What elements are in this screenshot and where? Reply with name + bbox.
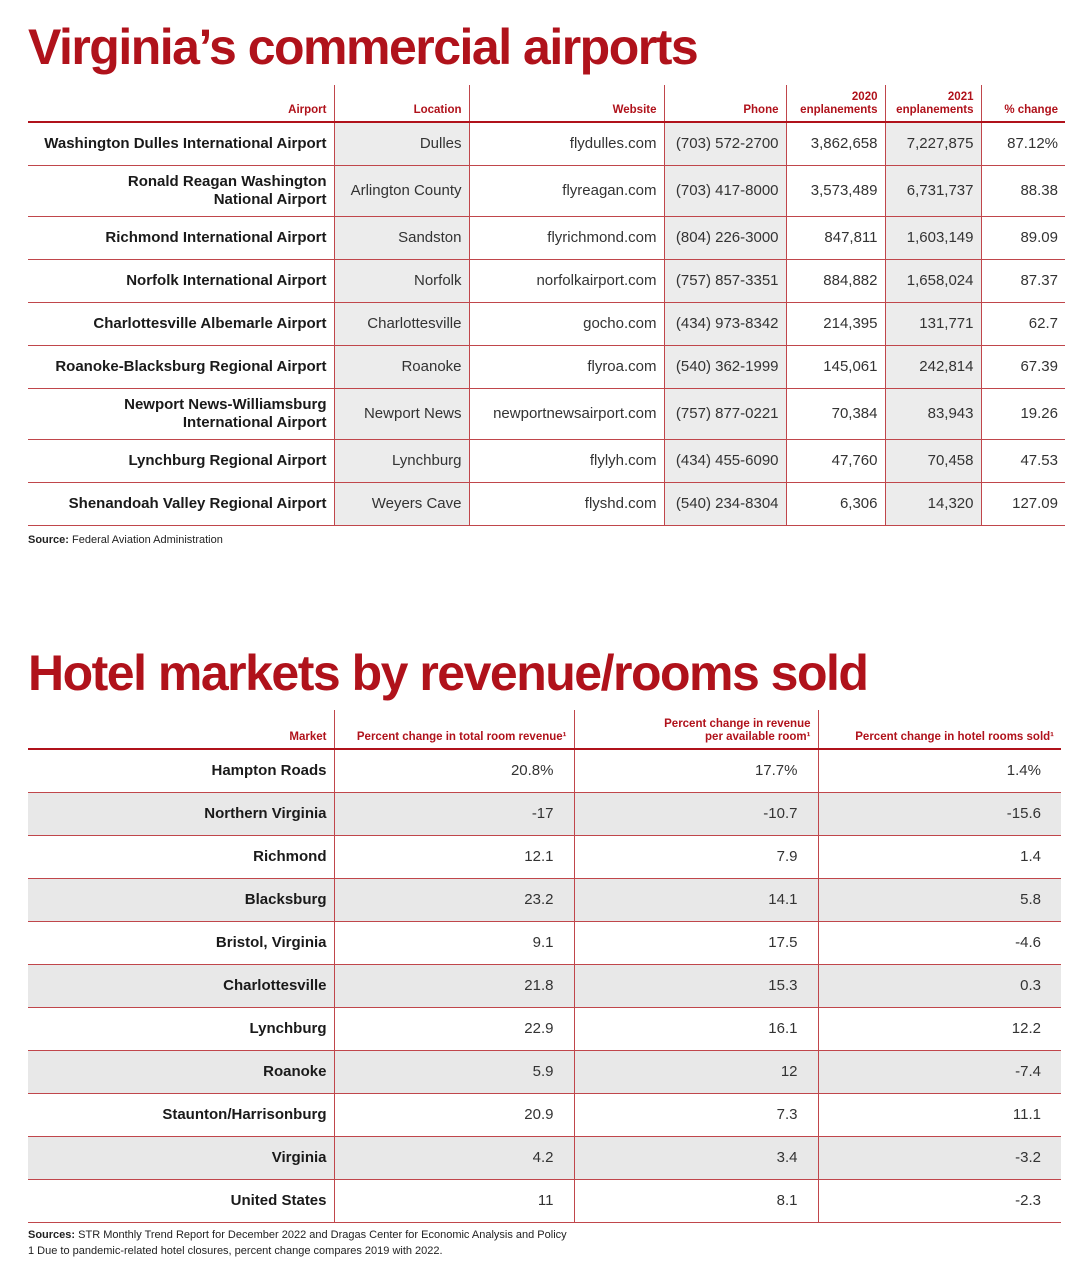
- airport-website: flylyh.com: [469, 439, 664, 482]
- table-row: [28, 122, 1065, 165]
- airport-phone: (434) 455-6090: [664, 439, 786, 482]
- airport-2021-enplanements: 70,458: [885, 439, 981, 482]
- airport-2021-enplanements: 14,320: [885, 482, 981, 525]
- airport-name-line: International Airport: [182, 413, 327, 431]
- airport-2021-enplanements: 1,658,024: [885, 259, 981, 302]
- airport-phone: (540) 362-1999: [664, 345, 786, 388]
- airport-2020-enplanements: 884,882: [786, 259, 885, 302]
- room-revenue-change: 23.2: [334, 878, 574, 921]
- table-row: [28, 1050, 1061, 1093]
- table-row: [28, 439, 1065, 482]
- airport-2021-enplanements: 1,603,149: [885, 216, 981, 259]
- airport-name-line: Washington Dulles International Airport: [44, 135, 327, 153]
- hotels-source: [28, 1228, 567, 1243]
- rooms-sold-change: 11.1: [818, 1093, 1061, 1136]
- market-name: Staunton/Harrisonburg: [162, 1105, 327, 1123]
- airport-name-line: Charlottesville Albemarle Airport: [93, 314, 327, 332]
- header-revpar: [574, 710, 818, 749]
- table-row: [28, 1093, 1061, 1136]
- airport-phone: (757) 877-0221: [664, 388, 786, 439]
- header-location: Location: [334, 85, 469, 122]
- revpar-change: 17.5: [574, 921, 818, 964]
- revpar-change: 17.7%: [574, 749, 818, 792]
- room-revenue-change: 20.8%: [334, 749, 574, 792]
- airport-name: [28, 259, 334, 302]
- airport-location: Norfolk: [334, 259, 469, 302]
- revpar-change: 15.3: [574, 964, 818, 1007]
- hotels-header-row: [28, 710, 1061, 749]
- airport-2021-enplanements: 83,943: [885, 388, 981, 439]
- header-market: Market: [289, 730, 327, 743]
- airport-name-line: Newport News-Williamsburg: [124, 396, 327, 414]
- room-revenue-change: 5.9: [334, 1050, 574, 1093]
- table-row: [28, 749, 1061, 792]
- hotels-footnote: 1 Due to pandemic-related hotel closures, percent change compares 2019 with 2022.: [28, 1245, 443, 1257]
- rooms-sold-change: -2.3: [818, 1179, 1061, 1222]
- room-revenue-change: -17: [334, 792, 574, 835]
- airport-location: Roanoke: [334, 345, 469, 388]
- airports-title: Virginia’s commercial airports: [28, 19, 698, 75]
- airport-name: [28, 302, 334, 345]
- airport-website: gocho.com: [469, 302, 664, 345]
- header-room-revenue: Percent change in total room revenue¹: [334, 710, 574, 749]
- header-percent-change: % change: [981, 85, 1065, 122]
- revpar-change: 16.1: [574, 1007, 818, 1050]
- table-row: [28, 1007, 1061, 1050]
- airport-percent-change: 87.12%: [981, 122, 1065, 165]
- airport-name: [28, 165, 334, 216]
- table-row: [28, 964, 1061, 1007]
- room-revenue-change: 22.9: [334, 1007, 574, 1050]
- market-name: Hampton Roads: [211, 762, 327, 780]
- airport-percent-change: 87.37: [981, 259, 1065, 302]
- room-revenue-change: 9.1: [334, 921, 574, 964]
- market-name: Northern Virginia: [28, 792, 334, 835]
- room-revenue-change: 12.1: [334, 835, 574, 878]
- hotels-table: [28, 710, 1061, 1223]
- airports-source-text: Federal Aviation Administration: [68, 534, 223, 546]
- airport-website: flyroa.com: [469, 345, 664, 388]
- airport-name: [28, 439, 334, 482]
- hotels-source-label: Sources:: [28, 1229, 76, 1241]
- airports-table: [28, 85, 1065, 526]
- room-revenue-change: 21.8: [334, 964, 574, 1007]
- airports-header-row: [28, 85, 1065, 122]
- airport-name-line: National Airport: [213, 190, 327, 208]
- revpar-change: 14.1: [574, 878, 818, 921]
- airport-location: Weyers Cave: [334, 482, 469, 525]
- table-row: [28, 482, 1065, 525]
- airport-2021-enplanements: 131,771: [885, 302, 981, 345]
- airport-name: [28, 345, 334, 388]
- airport-location: Lynchburg: [334, 439, 469, 482]
- rooms-sold-change: -4.6: [818, 921, 1061, 964]
- airport-website: newportnewsairport.com: [469, 388, 664, 439]
- airport-phone: (757) 857-3351: [664, 259, 786, 302]
- airport-2020-enplanements: 70,384: [786, 388, 885, 439]
- revpar-change: 8.1: [574, 1179, 818, 1222]
- market-name: Lynchburg: [249, 1019, 327, 1037]
- airport-percent-change: 89.09: [981, 216, 1065, 259]
- airport-location: Dulles: [334, 122, 469, 165]
- room-revenue-change: 4.2: [334, 1136, 574, 1179]
- airport-percent-change: 47.53: [981, 439, 1065, 482]
- airport-percent-change: 127.09: [981, 482, 1065, 525]
- airport-name-line: Norfolk International Airport: [126, 271, 327, 289]
- table-row: [28, 1136, 1061, 1179]
- airport-2020-enplanements: 6,306: [786, 482, 885, 525]
- rooms-sold-change: 1.4%: [818, 749, 1061, 792]
- airport-percent-change: 19.26: [981, 388, 1065, 439]
- airport-2020-enplanements: 47,760: [786, 439, 885, 482]
- market-name: Roanoke: [28, 1050, 334, 1093]
- airport-2020-enplanements: 3,862,658: [786, 122, 885, 165]
- table-row: [28, 878, 1061, 921]
- header-revpar-line2: per available room¹: [705, 730, 811, 743]
- rooms-sold-change: -15.6: [818, 792, 1061, 835]
- table-row: [28, 921, 1061, 964]
- rooms-sold-change: -3.2: [818, 1136, 1061, 1179]
- airport-2021-enplanements: 7,227,875: [885, 122, 981, 165]
- airport-name-line: Lynchburg Regional Airport: [128, 451, 327, 469]
- rooms-sold-change: 0.3: [818, 964, 1061, 1007]
- revpar-change: 7.3: [574, 1093, 818, 1136]
- airport-phone: (804) 226-3000: [664, 216, 786, 259]
- header-2020-year: 2020: [851, 90, 878, 103]
- header-airport: Airport: [288, 103, 327, 116]
- airport-website: flyreagan.com: [469, 165, 664, 216]
- airport-name-line: Roanoke-Blacksburg Regional Airport: [55, 357, 327, 375]
- airport-2021-enplanements: 6,731,737: [885, 165, 981, 216]
- revpar-change: 12: [574, 1050, 818, 1093]
- airport-website: norfolkairport.com: [469, 259, 664, 302]
- revpar-change: 7.9: [574, 835, 818, 878]
- header-rooms-sold: Percent change in hotel rooms sold¹: [818, 710, 1061, 749]
- market-name: United States: [230, 1191, 327, 1209]
- header-website: Website: [469, 85, 664, 122]
- header-2020-label: enplanements: [800, 103, 878, 116]
- airport-name: [28, 482, 334, 525]
- airport-percent-change: 88.38: [981, 165, 1065, 216]
- header-2021-year: 2021: [947, 90, 974, 103]
- airport-percent-change: 62.7: [981, 302, 1065, 345]
- market-name: Richmond: [253, 847, 327, 865]
- airport-2020-enplanements: 214,395: [786, 302, 885, 345]
- airport-2020-enplanements: 3,573,489: [786, 165, 885, 216]
- airport-website: flyshd.com: [469, 482, 664, 525]
- airport-percent-change: 67.39: [981, 345, 1065, 388]
- airport-2021-enplanements: 242,814: [885, 345, 981, 388]
- airport-website: flyrichmond.com: [469, 216, 664, 259]
- airport-phone: (540) 234-8304: [664, 482, 786, 525]
- market-name: Charlottesville: [28, 964, 334, 1007]
- header-revpar-line1: Percent change in revenue: [664, 717, 811, 730]
- airport-location: Arlington County: [334, 165, 469, 216]
- airports-source: [28, 533, 223, 548]
- rooms-sold-change: 1.4: [818, 835, 1061, 878]
- header-2020-enplanements: [786, 85, 885, 122]
- revpar-change: -10.7: [574, 792, 818, 835]
- table-row: [28, 345, 1065, 388]
- market-name: Bristol, Virginia: [215, 933, 327, 951]
- airports-source-label: Source:: [28, 534, 69, 546]
- header-2021-label: enplanements: [896, 103, 974, 116]
- table-row: [28, 165, 1065, 216]
- hotels-title: Hotel markets by revenue/rooms sold: [28, 645, 868, 701]
- airport-location: Newport News: [334, 388, 469, 439]
- table-row: [28, 302, 1065, 345]
- airport-name: [28, 388, 334, 439]
- market-name: Blacksburg: [28, 878, 334, 921]
- airport-phone: (703) 572-2700: [664, 122, 786, 165]
- airport-name-line: Shenandoah Valley Regional Airport: [68, 494, 327, 512]
- airport-phone: (703) 417-8000: [664, 165, 786, 216]
- table-row: [28, 835, 1061, 878]
- header-phone: Phone: [664, 85, 786, 122]
- airport-location: Sandston: [334, 216, 469, 259]
- table-row: [28, 388, 1065, 439]
- header-2021-enplanements: [885, 85, 981, 122]
- rooms-sold-change: 5.8: [818, 878, 1061, 921]
- table-row: [28, 792, 1061, 835]
- rooms-sold-change: 12.2: [818, 1007, 1061, 1050]
- rooms-sold-change: -7.4: [818, 1050, 1061, 1093]
- hotels-source-text: STR Monthly Trend Report for December 2022 and Dragas Center for Economic Analysis and Policy: [75, 1229, 567, 1241]
- revpar-change: 3.4: [574, 1136, 818, 1179]
- table-row: [28, 259, 1065, 302]
- market-name: Virginia: [28, 1136, 334, 1179]
- airport-name: [28, 122, 334, 165]
- airport-name: [28, 216, 334, 259]
- airport-location: Charlottesville: [334, 302, 469, 345]
- table-row: [28, 216, 1065, 259]
- table-row: [28, 1179, 1061, 1222]
- airport-website: flydulles.com: [469, 122, 664, 165]
- airport-2020-enplanements: 847,811: [786, 216, 885, 259]
- airport-2020-enplanements: 145,061: [786, 345, 885, 388]
- airport-name-line: Ronald Reagan Washington: [127, 173, 327, 191]
- room-revenue-change: 11: [334, 1179, 574, 1222]
- airport-phone: (434) 973-8342: [664, 302, 786, 345]
- airport-name-line: Richmond International Airport: [105, 228, 327, 246]
- room-revenue-change: 20.9: [334, 1093, 574, 1136]
